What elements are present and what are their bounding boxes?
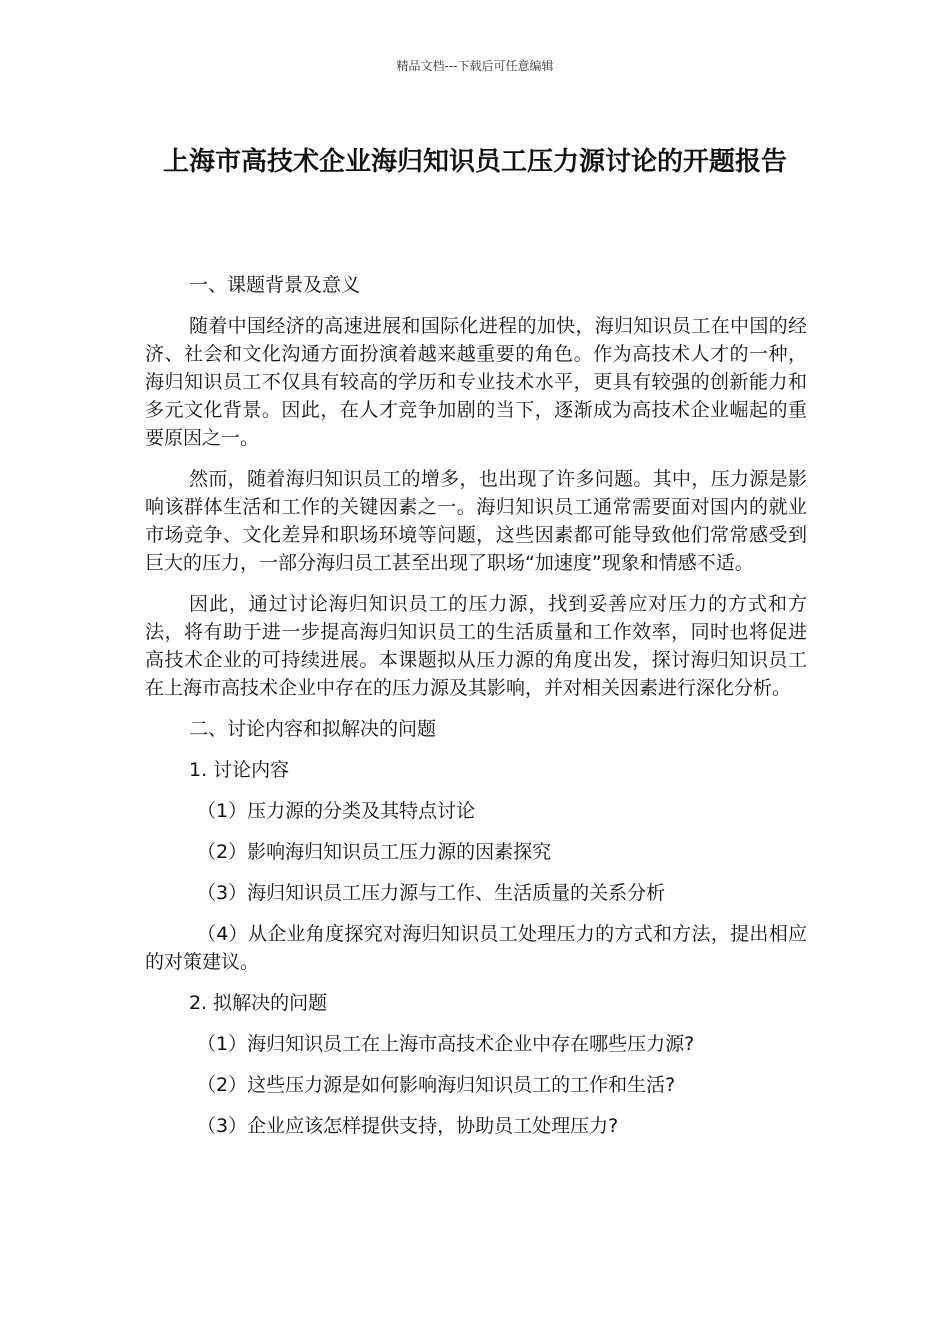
section-1-paragraph-1: 随着中国经济的高速进展和国际化进程的加快，海归知识员工在中国的经济、社会和文化沟通方面扮演着越来越重要的角色。作为高技术人才的一种，海归知识员工不仅具有较高的学历和专业技术水平，更具有较强的创新能力和多元文化背景。因此，在人才竞争加剧的当下，逐渐成为高技术企业崛起的重要原因之一。 (145, 315, 807, 449)
section-2-heading: 二、讨论内容和拟解决的问题 (189, 718, 437, 740)
problem-item-2: （2）这些压力源是如何影响海归知识员工的工作和生活? (197, 1074, 676, 1096)
subsection-2-heading: 2. 拟解决的问题 (189, 992, 328, 1014)
research-content-item-1: （1）压力源的分类及其特点讨论 (197, 800, 476, 822)
problem-item-3: （3）企业应该怎样提供支持，协助员工处理压力? (197, 1115, 619, 1137)
section-1-paragraph-2: 然而，随着海归知识员工的增多，也出现了许多问题。其中，压力源是影响该群体生活和工作的关键因素之一。海归知识员工通常需要面对国内的就业市场竞争、文化差异和职场环境等问题，这些因素都可能导致他们常常感受到巨大的压力，一部分海归员工甚至出现了职场“加速度”现象和情感不适。 (145, 468, 807, 574)
header-note: 精品文档---下载后可任意编辑 (396, 59, 554, 73)
research-content-item-3: （3）海归知识员工压力源与工作、生活质量的关系分析 (197, 882, 666, 904)
document-title: 上海市高技术企业海归知识员工压力源讨论的开题报告 (162, 147, 787, 177)
section-1-heading: 一、课题背景及意义 (189, 274, 361, 296)
section-1-paragraph-3: 因此，通过讨论海归知识员工的压力源，找到妥善应对压力的方式和方法，将有助于进一步提高海归知识员工的生活质量和工作效率，同时也将促进高技术企业的可持续进展。本课题拟从压力源的角度出发，探讨海归知识员工在上海市高技术企业中存在的压力源及其影响，并对相关因素进行深化分析。 (145, 593, 807, 699)
document-body (145, 271, 807, 1153)
research-content-item-2: （2）影响海归知识员工压力源的因素探究 (197, 841, 552, 863)
research-content-item-4: （4）从企业角度探究对海归知识员工处理压力的方式和方法，提出相应的对策建议。 (145, 923, 807, 973)
problem-item-1: （1）海归知识员工在上海市高技术企业中存在哪些压力源? (197, 1033, 695, 1055)
subsection-1-heading: 1. 讨论内容 (189, 759, 290, 781)
